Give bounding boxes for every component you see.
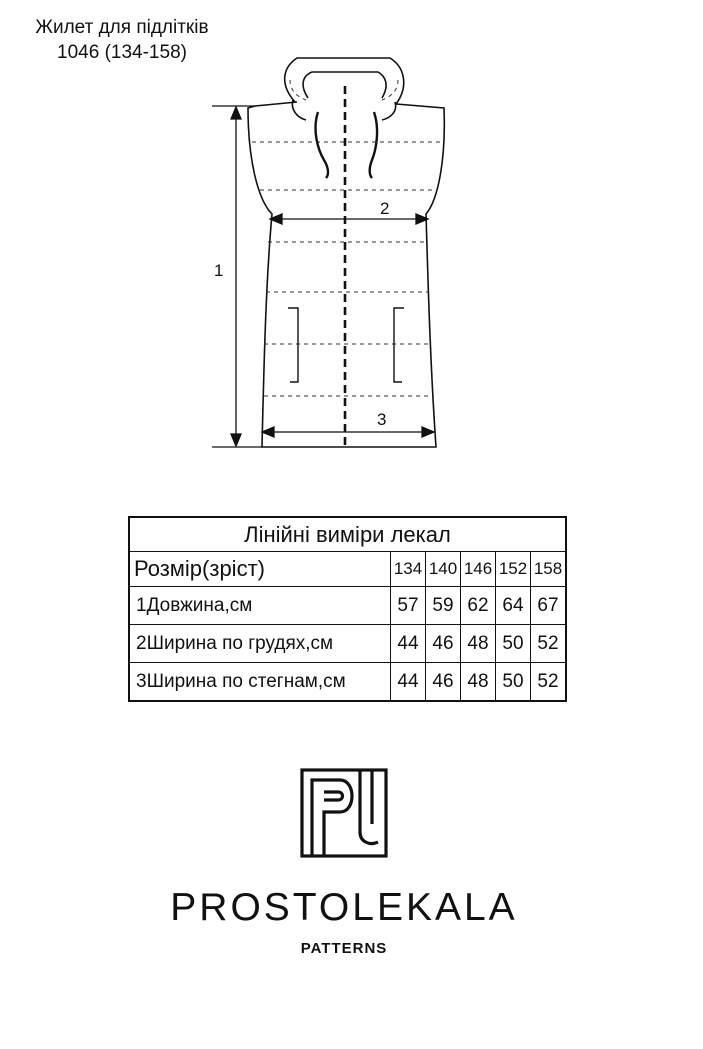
table-cell: 59 [426, 587, 461, 625]
vest-technical-drawing [200, 50, 460, 460]
measurements-table [128, 516, 567, 702]
table-caption: Лінійні виміри лекал [129, 517, 566, 552]
brand-subtitle: PATTERNS [300, 940, 388, 957]
measure-hip-label: 3 [377, 410, 387, 429]
table-cell: 52 [531, 625, 567, 663]
quilting-lines [252, 80, 442, 396]
table-row [129, 663, 566, 702]
size-134: 134 [391, 552, 426, 587]
size-158: 158 [531, 552, 567, 587]
table-cell: 44 [391, 663, 426, 702]
table-cell: 64 [496, 587, 531, 625]
size-146: 146 [461, 552, 496, 587]
table-row [129, 587, 566, 625]
table-cell: 57 [391, 587, 426, 625]
pockets [288, 308, 404, 382]
brand-logo-icon [300, 768, 388, 858]
row-label-hip: 3Ширина по стегнам,см [129, 663, 391, 702]
measure-chest [270, 214, 428, 224]
product-title: Жилет для підлітків [35, 17, 209, 38]
table-cell: 46 [426, 663, 461, 702]
row-label-length: 1Довжина,см [129, 587, 391, 625]
table-header-row [129, 552, 566, 587]
table-cell: 62 [461, 587, 496, 625]
measure-chest-label: 2 [380, 199, 390, 218]
size-152: 152 [496, 552, 531, 587]
table-cell: 52 [531, 663, 567, 702]
measure-length-label: 1 [214, 261, 224, 280]
table-cell: 44 [391, 625, 426, 663]
row-label-chest: 2Ширина по грудях,см [129, 625, 391, 663]
table-cell: 50 [496, 663, 531, 702]
measure-hip [262, 427, 434, 437]
table-cell: 46 [426, 625, 461, 663]
brand-name: PROSTOLEKALA [170, 886, 518, 929]
size-label: Розмір(зріст) [129, 552, 391, 587]
model-code: 1046 (134-158) [57, 42, 187, 63]
table-cell: 48 [461, 625, 496, 663]
table-cell: 67 [531, 587, 567, 625]
table-cell: 48 [461, 663, 496, 702]
size-140: 140 [426, 552, 461, 587]
table-row [129, 625, 566, 663]
table-cell: 50 [496, 625, 531, 663]
